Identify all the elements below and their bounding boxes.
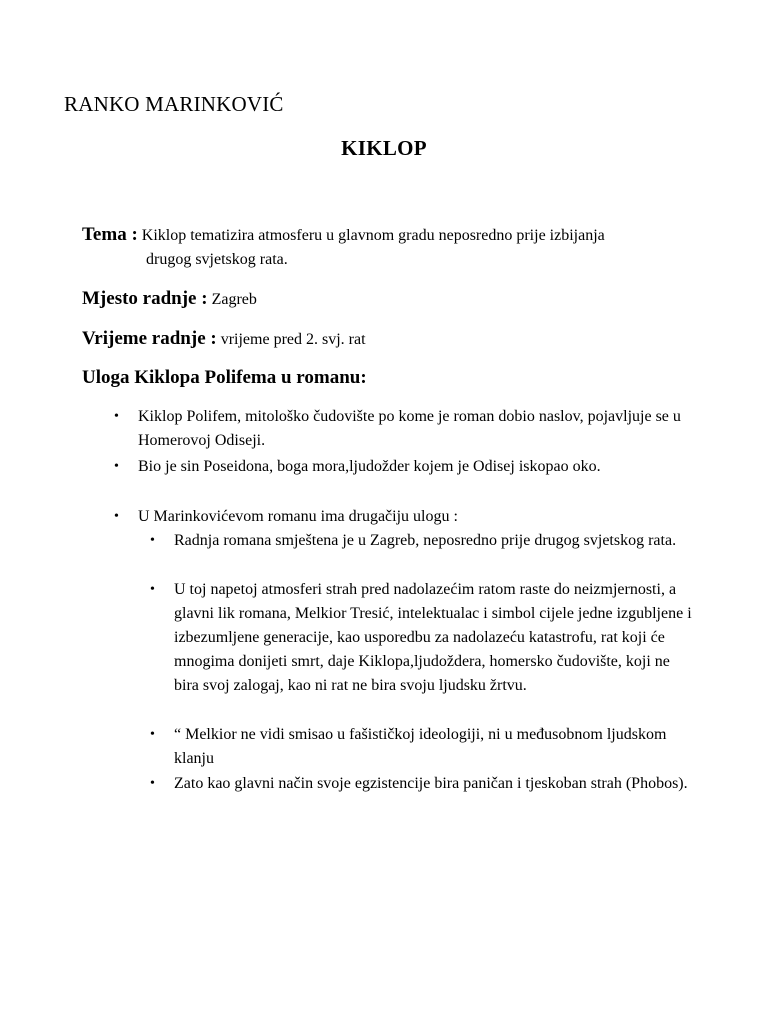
sub-list-item-text: “ Melkior ne vidi smisao u fašističkoj ideologiji, ni u međusobnom ljudskom klanju (174, 726, 667, 767)
list-item (114, 455, 698, 479)
sub-list-item (150, 578, 694, 698)
document-title: KIKLOP (341, 136, 427, 160)
list-item-text: Bio je sin Poseidona, boga mora,ljudožder kojem je Odisej iskopao oko. (138, 458, 601, 475)
bullet-icon: • (114, 459, 119, 474)
list-item-text: Kiklop Polifem, mitološko čudovište po kome je roman dobio naslov, pojavljuje se u Homerovoj Odiseji. (138, 408, 681, 449)
sub-list-item (150, 529, 694, 553)
bullet-icon: • (150, 776, 155, 791)
mjesto-label: Mjesto radnje : (82, 288, 208, 309)
tema-text-line1: Kiklop tematizira atmosferu u glavnom gradu neposredno prije izbijanja (141, 227, 605, 244)
sub-list-item-text: Radnja romana smještena je u Zagreb, neposredno prije drugog svjetskog rata. (174, 532, 677, 549)
author-name: RANKO MARINKOVIĆ (64, 92, 284, 116)
bullet-icon: • (150, 582, 155, 597)
vrijeme-label: Vrijeme radnje : (82, 328, 217, 349)
vrijeme-text: vrijeme pred 2. svj. rat (220, 331, 366, 348)
sub-list-item (150, 772, 694, 796)
bullet-icon: • (114, 509, 119, 524)
tema-text-line2: drugog svjetskog rata. (146, 251, 288, 268)
sub-list-item-text: U toj napetoj atmosferi strah pred nadolazećim ratom raste do neizmjernosti, a glavni lik romana, Melkior Tresić, intelektualac i simbol cijele jedne izgubljene i izbezumljene generacije, kao usporedbu za nadolazeću katastrofu, rat koji će mnogima donijeti smrt, daje Kiklopa,ljudoždera, homersko čudovište, koji ne bira svoj zalogaj, kao ni rat ne bira svoju ljudsku žrtvu. (174, 581, 692, 694)
sub-list-item-text: Zato kao glavni način svoje egzistencije bira paničan i tjeskoban strah (Phobos). (174, 775, 688, 792)
bullet-icon: • (150, 533, 155, 548)
uloga-heading: Uloga Kiklopa Polifema u romanu: (82, 367, 367, 388)
sub-list-item (150, 723, 694, 771)
mjesto-text: Zagreb (211, 291, 257, 308)
bullet-icon: • (114, 409, 119, 424)
list-item (114, 505, 698, 529)
tema-label: Tema : (82, 224, 138, 245)
bullet-icon: • (150, 727, 155, 742)
list-item-text: U Marinkovićevom romanu ima drugačiju ulogu : (138, 508, 458, 525)
list-item (114, 405, 698, 453)
